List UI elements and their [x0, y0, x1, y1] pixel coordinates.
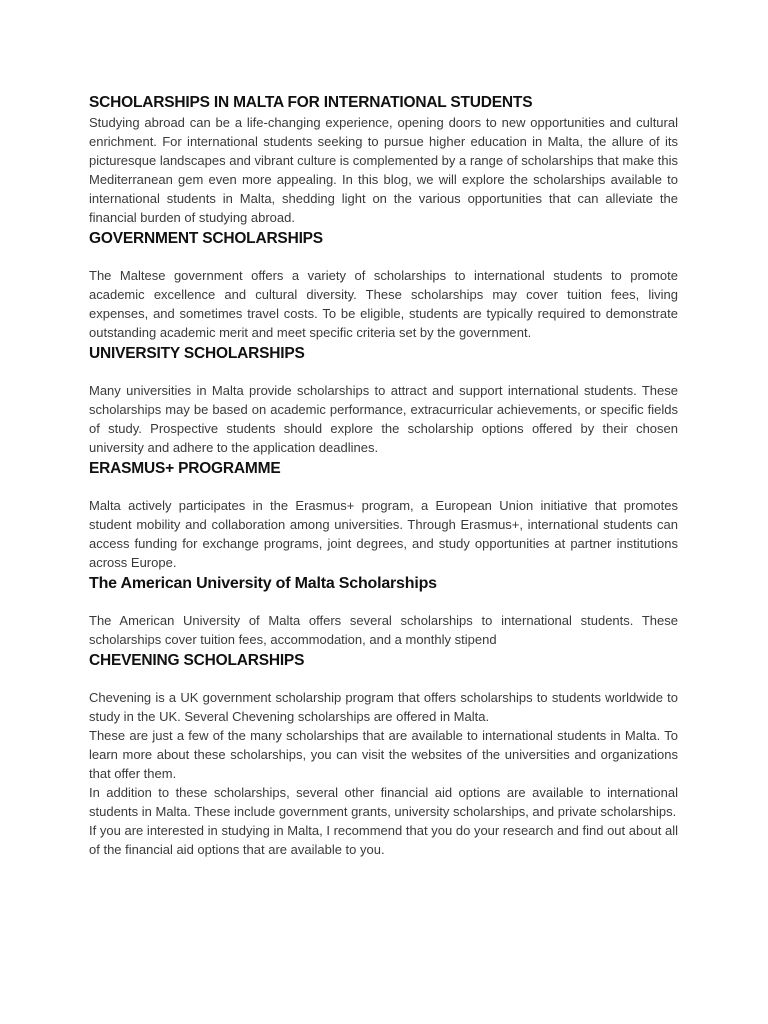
section-chevening: [89, 650, 678, 859]
section-body: Chevening is a UK government scholarship program that offers scholarships to students worldwide to study in the UK. Several Chevening scholarships are offered in Malta.: [89, 690, 678, 724]
document-page: [89, 92, 678, 859]
section-american-university: [89, 573, 678, 649]
section-heading: The American University of Malta Scholarships: [89, 575, 437, 592]
closing-paragraph: These are just a few of the many scholarships that are available to international students in Malta. To learn more about these scholarships, you can visit the websites of the universities and organizations that offer them.: [89, 728, 678, 781]
section-heading: UNIVERSITY SCHOLARSHIPS: [89, 345, 305, 362]
section-erasmus: [89, 458, 678, 572]
section-heading: GOVERNMENT SCHOLARSHIPS: [89, 230, 323, 247]
document-title: SCHOLARSHIPS IN MALTA FOR INTERNATIONAL STUDENTS: [89, 94, 533, 111]
section-body: The Maltese government offers a variety of scholarships to international students to promote academic excellence and cultural diversity. These scholarships may cover tuition fees, living expenses, and sometimes travel costs. To be eligible, students are typically required to demonstrate outstanding academic merit and meet specific criteria set by the government.: [89, 268, 678, 340]
section-heading: ERASMUS+ PROGRAMME: [89, 460, 281, 477]
section-body: The American University of Malta offers several scholarships to international students. These scholarships cover tuition fees, accommodation, and a monthly stipend: [89, 613, 678, 647]
section-heading: CHEVENING SCHOLARSHIPS: [89, 652, 305, 669]
intro-paragraph: Studying abroad can be a life-changing experience, opening doors to new opportunities and cultural enrichment. For international students seeking to pursue higher education in Malta, the allure of its picturesque landscapes and vibrant culture is complemented by a range of scholarships that make this Mediterranean gem even more appealing. In this blog, we will explore the scholarships available to international students in Malta, shedding light on the various opportunities that can alleviate the financial burden of studying abroad.: [89, 115, 678, 225]
closing-paragraph: If you are interested in studying in Malta, I recommend that you do your research and find out about all of the financial aid options that are available to you.: [89, 823, 678, 857]
closing-paragraph: In addition to these scholarships, several other financial aid options are available to international students in Malta. These include government grants, university scholarships, and private scholarships.: [89, 785, 678, 819]
section-university: [89, 343, 678, 457]
section-body: Many universities in Malta provide scholarships to attract and support international students. These scholarships may be based on academic performance, extracurricular achievements, or specific fields of study. Prospective students should explore the scholarship options offered by their chosen university and adhere to the application deadlines.: [89, 383, 678, 455]
section-government: [89, 228, 678, 342]
section-body: Malta actively participates in the Erasmus+ program, a European Union initiative that promotes student mobility and collaboration among universities. Through Erasmus+, international students can access funding for exchange programs, joint degrees, and study opportunities at partner institutions across Europe.: [89, 498, 678, 570]
